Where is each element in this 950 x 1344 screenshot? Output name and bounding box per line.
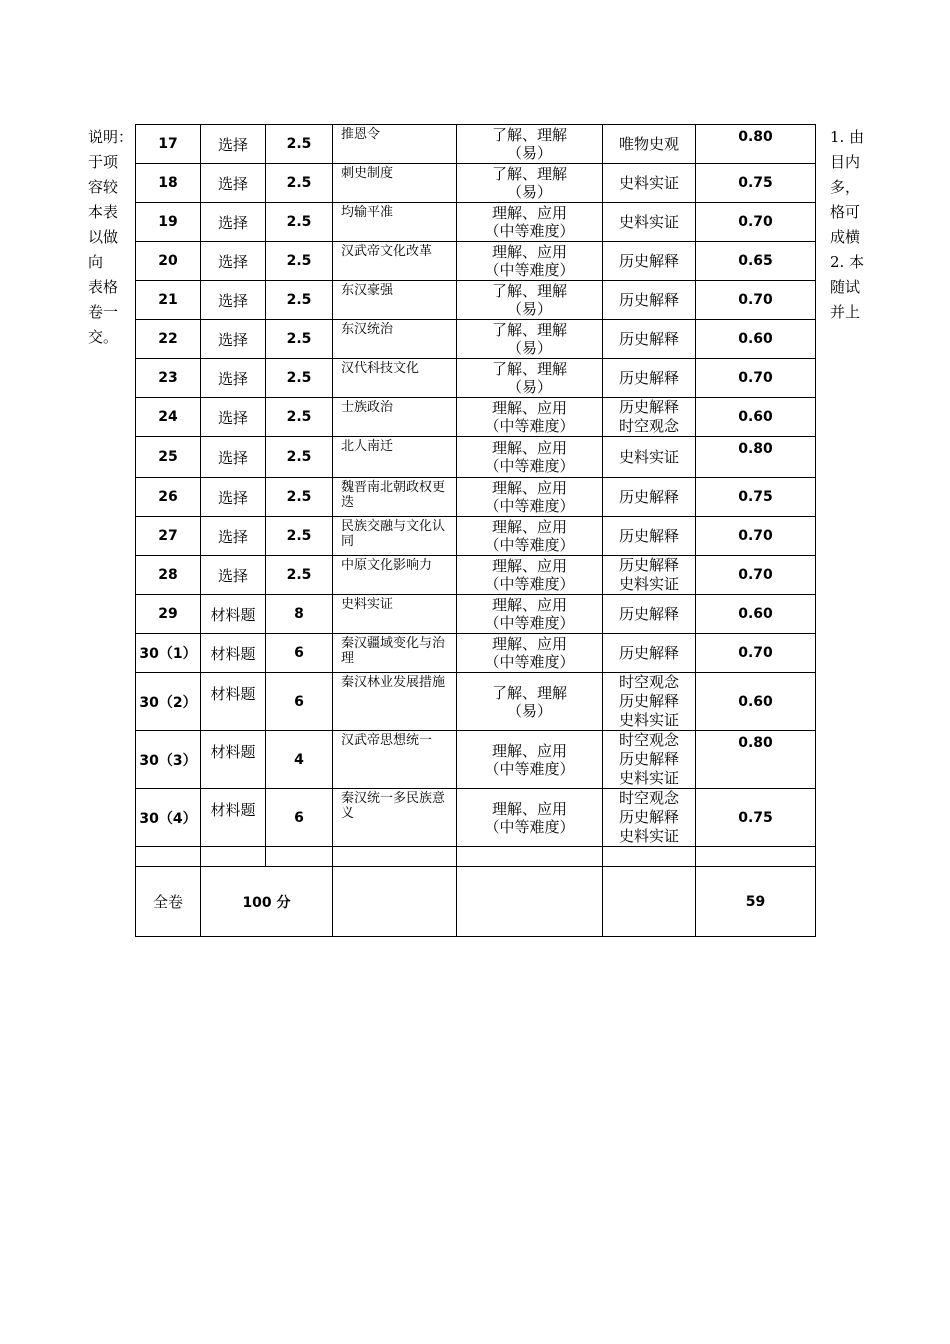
ability-line: （中等难度） <box>484 497 575 515</box>
core-literacy <box>603 789 696 847</box>
core-literacy <box>603 731 696 789</box>
ability-line: 理解、应用 <box>491 596 567 614</box>
knowledge-point: 魏晋南北朝政权更迭 <box>333 478 457 517</box>
question-type: 选择 <box>201 281 266 320</box>
question-score: 2.5 <box>266 203 333 242</box>
ability-line: 理解、应用 <box>491 799 567 818</box>
question-score: 2.5 <box>266 359 333 398</box>
question-number: 18 <box>136 164 201 203</box>
ability-line: （中等难度） <box>484 817 575 836</box>
ability-line: 理解、应用 <box>491 518 567 536</box>
ability-line: （中等难度） <box>484 575 575 593</box>
question-score: 2.5 <box>266 281 333 320</box>
question-score: 2.5 <box>266 478 333 517</box>
difficulty-value: 0.70 <box>696 281 816 320</box>
table-row <box>136 281 816 320</box>
question-score: 6 <box>266 673 333 731</box>
side-note-right: 1. 由 目内 多， 格可 成横 2. 本 随试 并上 <box>830 128 865 321</box>
literacy-line: 历史解释 <box>618 692 679 710</box>
question-score: 8 <box>266 595 333 634</box>
total-label: 全卷 <box>136 867 201 937</box>
question-score: 6 <box>266 789 333 847</box>
table-row <box>136 125 816 164</box>
table-body <box>136 125 816 937</box>
ability-line: （中等难度） <box>484 417 575 435</box>
question-type: 选择 <box>201 437 266 478</box>
question-number: 30（2） <box>136 673 201 731</box>
ability-level <box>457 242 603 281</box>
knowledge-point: 汉代科技文化 <box>333 359 457 398</box>
ability-level <box>457 634 603 673</box>
ability-level <box>457 595 603 634</box>
table-row <box>136 634 816 673</box>
empty-cell <box>333 847 457 867</box>
ability-line: 了解、理解 <box>491 360 567 378</box>
ability-line: （中等难度） <box>484 759 575 778</box>
knowledge-point: 秦汉统一多民族意义 <box>333 789 457 847</box>
question-type: 选择 <box>201 164 266 203</box>
table-row <box>136 398 816 437</box>
ability-level <box>457 398 603 437</box>
table-row <box>136 731 816 789</box>
table-row <box>136 164 816 203</box>
question-number: 30（4） <box>136 789 201 847</box>
difficulty-value: 0.70 <box>696 359 816 398</box>
ability-level <box>457 359 603 398</box>
total-score: 100 分 <box>201 867 333 937</box>
ability-line: 理解、应用 <box>491 204 567 222</box>
literacy-line: 历史解释 <box>618 604 679 623</box>
ability-line: （中等难度） <box>484 536 575 554</box>
literacy-line: 历史解释 <box>618 398 679 416</box>
ability-line: （易） <box>506 144 552 162</box>
knowledge-point: 东汉豪强 <box>333 281 457 320</box>
knowledge-point: 均输平准 <box>333 203 457 242</box>
literacy-line: 史料实证 <box>618 212 679 231</box>
core-literacy <box>603 164 696 203</box>
ability-line: （易） <box>506 300 552 318</box>
table-row <box>136 437 816 478</box>
question-score: 2.5 <box>266 242 333 281</box>
core-literacy <box>603 478 696 517</box>
question-number: 21 <box>136 281 201 320</box>
difficulty-value: 0.60 <box>696 320 816 359</box>
table-row <box>136 359 816 398</box>
ability-line: （中等难度） <box>484 457 575 475</box>
difficulty-value: 0.80 <box>696 125 816 164</box>
literacy-line: 史料实证 <box>618 769 679 787</box>
core-literacy <box>603 634 696 673</box>
question-score: 2.5 <box>266 556 333 595</box>
empty-cell <box>266 847 333 867</box>
question-number: 30（1） <box>136 634 201 673</box>
knowledge-point: 士族政治 <box>333 398 457 437</box>
ability-level <box>457 673 603 731</box>
ability-line: （易） <box>506 378 552 396</box>
core-literacy <box>603 595 696 634</box>
question-number: 24 <box>136 398 201 437</box>
ability-line: 理解、应用 <box>491 399 567 417</box>
question-type: 选择 <box>201 125 266 164</box>
knowledge-point: 汉武帝文化改革 <box>333 242 457 281</box>
literacy-line: 历史解释 <box>618 487 679 506</box>
question-number: 28 <box>136 556 201 595</box>
ability-line: 了解、理解 <box>491 126 567 144</box>
side-note-left: 说明： 于项 容较 本表 以做 向 表格 卷一 交。 <box>88 128 134 346</box>
question-type: 材料题 <box>201 673 266 731</box>
ability-line: 理解、应用 <box>491 741 567 760</box>
literacy-line: 历史解释 <box>618 526 679 545</box>
difficulty-value: 0.60 <box>696 398 816 437</box>
core-literacy <box>603 242 696 281</box>
table-row <box>136 320 816 359</box>
difficulty-value: 0.70 <box>696 203 816 242</box>
empty-cell <box>333 867 457 937</box>
literacy-line: 时空观念 <box>618 789 679 807</box>
ability-line: （易） <box>506 183 552 201</box>
literacy-line: 史料实证 <box>618 447 679 466</box>
question-number: 29 <box>136 595 201 634</box>
ability-level <box>457 281 603 320</box>
question-type: 选择 <box>201 398 266 437</box>
ability-level <box>457 789 603 847</box>
question-score: 2.5 <box>266 320 333 359</box>
question-number: 30（3） <box>136 731 201 789</box>
knowledge-point: 秦汉疆域变化与治理 <box>333 634 457 673</box>
ability-level <box>457 203 603 242</box>
question-score: 2.5 <box>266 164 333 203</box>
question-type: 材料题 <box>201 731 266 789</box>
question-type: 材料题 <box>201 634 266 673</box>
core-literacy <box>603 517 696 556</box>
core-literacy <box>603 203 696 242</box>
ability-line: （中等难度） <box>484 261 575 279</box>
question-score: 2.5 <box>266 125 333 164</box>
empty-cell <box>457 847 603 867</box>
difficulty-value: 0.70 <box>696 634 816 673</box>
question-type: 选择 <box>201 556 266 595</box>
ability-line: 了解、理解 <box>491 683 567 702</box>
knowledge-point: 北人南迁 <box>333 437 457 478</box>
core-literacy <box>603 437 696 478</box>
empty-cell <box>603 867 696 937</box>
ability-line: （易） <box>506 339 552 357</box>
core-literacy <box>603 125 696 164</box>
literacy-line: 历史解释 <box>618 750 679 768</box>
table-row <box>136 556 816 595</box>
literacy-line: 时空观念 <box>618 673 679 691</box>
knowledge-point: 推恩令 <box>333 125 457 164</box>
difficulty-value: 0.60 <box>696 673 816 731</box>
ability-level <box>457 731 603 789</box>
literacy-line: 史料实证 <box>618 173 679 192</box>
difficulty-value: 0.75 <box>696 478 816 517</box>
question-type: 选择 <box>201 242 266 281</box>
ability-line: （中等难度） <box>484 653 575 671</box>
table-row <box>136 203 816 242</box>
knowledge-point: 史料实证 <box>333 595 457 634</box>
literacy-line: 时空观念 <box>618 731 679 749</box>
question-number: 27 <box>136 517 201 556</box>
core-literacy <box>603 281 696 320</box>
ability-line: 理解、应用 <box>491 557 567 575</box>
table-row <box>136 595 816 634</box>
question-number: 23 <box>136 359 201 398</box>
core-literacy <box>603 398 696 437</box>
core-literacy <box>603 359 696 398</box>
knowledge-point: 中原文化影响力 <box>333 556 457 595</box>
literacy-line: 时空观念 <box>618 417 679 435</box>
question-number: 26 <box>136 478 201 517</box>
literacy-line: 历史解释 <box>618 808 679 826</box>
difficulty-value: 0.80 <box>696 437 816 478</box>
knowledge-point: 秦汉林业发展措施 <box>333 673 457 731</box>
question-type: 材料题 <box>201 789 266 847</box>
literacy-line: 史料实证 <box>618 827 679 845</box>
empty-cell <box>457 867 603 937</box>
core-literacy <box>603 556 696 595</box>
question-number: 22 <box>136 320 201 359</box>
question-number: 25 <box>136 437 201 478</box>
ability-line: 理解、应用 <box>491 479 567 497</box>
question-number: 19 <box>136 203 201 242</box>
ability-line: （中等难度） <box>484 614 575 632</box>
ability-line: （易） <box>506 701 552 720</box>
literacy-line: 史料实证 <box>618 575 679 593</box>
literacy-line: 史料实证 <box>618 711 679 729</box>
ability-level <box>457 478 603 517</box>
question-number: 20 <box>136 242 201 281</box>
knowledge-point: 民族交融与文化认同 <box>333 517 457 556</box>
difficulty-value: 0.80 <box>696 731 816 789</box>
literacy-line: 历史解释 <box>618 290 679 309</box>
knowledge-point: 东汉统治 <box>333 320 457 359</box>
difficulty-value: 0.75 <box>696 164 816 203</box>
literacy-line: 历史解释 <box>618 251 679 270</box>
difficulty-value: 0.70 <box>696 556 816 595</box>
literacy-line: 历史解释 <box>618 329 679 348</box>
table-row <box>136 673 816 731</box>
literacy-line: 唯物史观 <box>618 134 679 153</box>
ability-level <box>457 164 603 203</box>
ability-line: 了解、理解 <box>491 282 567 300</box>
knowledge-point: 刺史制度 <box>333 164 457 203</box>
core-literacy <box>603 673 696 731</box>
difficulty-value: 0.75 <box>696 789 816 847</box>
table-row <box>136 478 816 517</box>
question-score: 4 <box>266 731 333 789</box>
ability-level <box>457 320 603 359</box>
question-type: 选择 <box>201 203 266 242</box>
question-type: 选择 <box>201 320 266 359</box>
ability-line: 理解、应用 <box>491 635 567 653</box>
difficulty-value: 0.60 <box>696 595 816 634</box>
question-score: 2.5 <box>266 517 333 556</box>
empty-cell <box>603 847 696 867</box>
literacy-line: 历史解释 <box>618 556 679 574</box>
core-literacy <box>603 320 696 359</box>
exam-analysis-table <box>135 124 816 937</box>
total-difficulty: 59 <box>696 867 816 937</box>
empty-cell <box>201 847 266 867</box>
literacy-line: 历史解释 <box>618 643 679 662</box>
question-type: 选择 <box>201 517 266 556</box>
question-score: 2.5 <box>266 437 333 478</box>
ability-line: 了解、理解 <box>491 165 567 183</box>
ability-line: （中等难度） <box>484 222 575 240</box>
question-type: 选择 <box>201 478 266 517</box>
question-score: 6 <box>266 634 333 673</box>
knowledge-point: 汉武帝思想统一 <box>333 731 457 789</box>
question-type: 材料题 <box>201 595 266 634</box>
literacy-line: 历史解释 <box>618 368 679 387</box>
ability-line: 理解、应用 <box>491 439 567 457</box>
table-row <box>136 517 816 556</box>
ability-level <box>457 556 603 595</box>
total-row <box>136 867 816 937</box>
ability-level <box>457 517 603 556</box>
empty-row <box>136 847 816 867</box>
question-type: 选择 <box>201 359 266 398</box>
table-row <box>136 789 816 847</box>
difficulty-value: 0.65 <box>696 242 816 281</box>
ability-level <box>457 437 603 478</box>
ability-line: 理解、应用 <box>491 243 567 261</box>
ability-level <box>457 125 603 164</box>
empty-cell <box>136 847 201 867</box>
question-score: 2.5 <box>266 398 333 437</box>
ability-line: 了解、理解 <box>491 321 567 339</box>
empty-cell <box>696 847 816 867</box>
table-row <box>136 242 816 281</box>
difficulty-value: 0.70 <box>696 517 816 556</box>
question-number: 17 <box>136 125 201 164</box>
